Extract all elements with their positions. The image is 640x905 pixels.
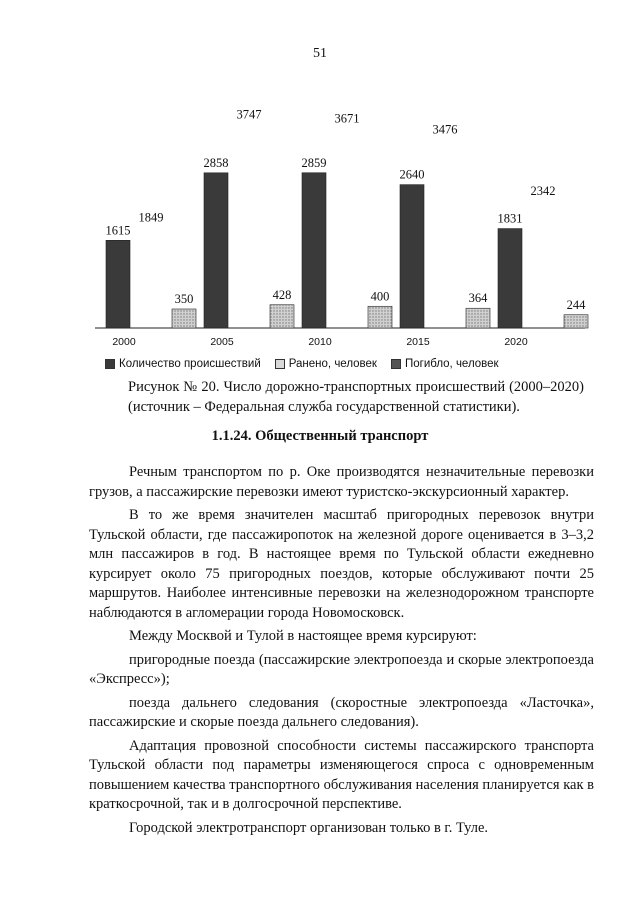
paragraph: В то же время значителен масштаб пригородных перевозок внутри Тульской области, где пассажиропоток на железной дороге оценивается в 3–3,2 млн пассажиров в год. В настоящее время по Тульской области ежедневно курсирует около 75 пригородных поездов, которые обслуживают почти 25 маршрутов. Наиболее интенсивные перевозки на железнодорожном транспорте наблюдаются в агломерации города Новомосковск. bbox=[89, 507, 594, 621]
x-tick-label: 2010 bbox=[308, 336, 332, 348]
bar-killed-2015 bbox=[466, 308, 490, 328]
bar-accidents-2020 bbox=[498, 229, 522, 328]
data-label: 2342 bbox=[530, 183, 556, 198]
data-label: 428 bbox=[272, 287, 292, 302]
legend-item-accidents bbox=[105, 358, 261, 370]
data-label: 364 bbox=[468, 291, 488, 306]
data-label: 1831 bbox=[497, 211, 523, 226]
data-label: 400 bbox=[370, 289, 390, 304]
legend-swatch-injured bbox=[275, 359, 285, 369]
x-tick-label: 2015 bbox=[406, 336, 430, 348]
data-label: 1849 bbox=[138, 210, 164, 225]
legend-item-killed bbox=[391, 358, 499, 370]
bar-injured-2020 bbox=[531, 201, 555, 328]
paragraph: Между Москвой и Тулой в настоящее время курсируют: bbox=[129, 628, 477, 644]
data-label: 3671 bbox=[334, 111, 360, 126]
bar-killed-2020 bbox=[564, 315, 588, 328]
chart-legend bbox=[105, 358, 585, 370]
data-label: 3747 bbox=[236, 107, 262, 122]
data-label: 244 bbox=[566, 297, 586, 312]
legend-swatch-killed bbox=[391, 359, 401, 369]
section-title: 1.1.24. Общественный транспорт bbox=[211, 428, 429, 444]
body-text bbox=[89, 463, 594, 842]
data-label: 2858 bbox=[203, 155, 229, 170]
bar-injured-2005 bbox=[237, 125, 261, 328]
bar-injured-2010 bbox=[335, 129, 359, 328]
bar-killed-2005 bbox=[270, 305, 294, 328]
data-label: 3476 bbox=[432, 122, 458, 137]
x-tick-label: 2020 bbox=[504, 336, 528, 348]
figure-caption: Рисунок № 20. Число дорожно-транспортных происшествий (2000–2020) (источник – Федеральная служба государственной статистики). bbox=[128, 379, 584, 415]
bar-injured-2015 bbox=[433, 139, 457, 328]
legend-label-injured: Ранено, человек bbox=[288, 358, 377, 370]
legend-label-killed: Погибло, человек bbox=[404, 358, 499, 370]
bar-accidents-2015 bbox=[400, 185, 424, 328]
bar-killed-2010 bbox=[368, 306, 392, 328]
data-label: 2640 bbox=[399, 167, 425, 182]
paragraph: Адаптация провозной способности системы пассажирского транспорта Тульской области под параметры изменяющегося спроса с одновременным повышением качества транспортного обслуживания населения планируется как в краткосрочной, так и в долгосрочной перспективе. bbox=[89, 737, 594, 812]
data-label: 1615 bbox=[105, 223, 131, 238]
paragraph: поезда дальнего следования (скоростные электропоезда «Ласточка», пассажирские и скорые поезда дальнего следования). bbox=[89, 694, 594, 730]
legend-swatch-accidents bbox=[105, 359, 115, 369]
data-label: 350 bbox=[174, 291, 194, 306]
bar-injured-2000 bbox=[139, 228, 163, 328]
bar-killed-2000 bbox=[172, 309, 196, 328]
page-number: 51 bbox=[313, 46, 327, 61]
paragraph: Городской электротранспорт организован только в г. Туле. bbox=[129, 819, 489, 836]
x-tick-label: 2000 bbox=[112, 336, 136, 348]
paragraph: пригородные поезда (пассажирские электропоезда и скорые электропоезда «Экспресс»); bbox=[89, 651, 594, 687]
bar-accidents-2010 bbox=[302, 173, 326, 328]
legend-label-accidents: Количество происшествий bbox=[119, 358, 261, 370]
bar-chart bbox=[0, 70, 640, 355]
data-label: 2859 bbox=[301, 155, 327, 170]
bar-accidents-2005 bbox=[204, 173, 228, 328]
paragraph: Речным транспортом по р. Оке производятся незначительные перевозки грузов, а пассажирские перевозки имеют туристско-экскурсионный характер. bbox=[89, 464, 594, 500]
bar-accidents-2000 bbox=[106, 240, 130, 328]
x-tick-label: 2005 bbox=[210, 336, 234, 348]
legend-item-injured bbox=[275, 358, 377, 370]
